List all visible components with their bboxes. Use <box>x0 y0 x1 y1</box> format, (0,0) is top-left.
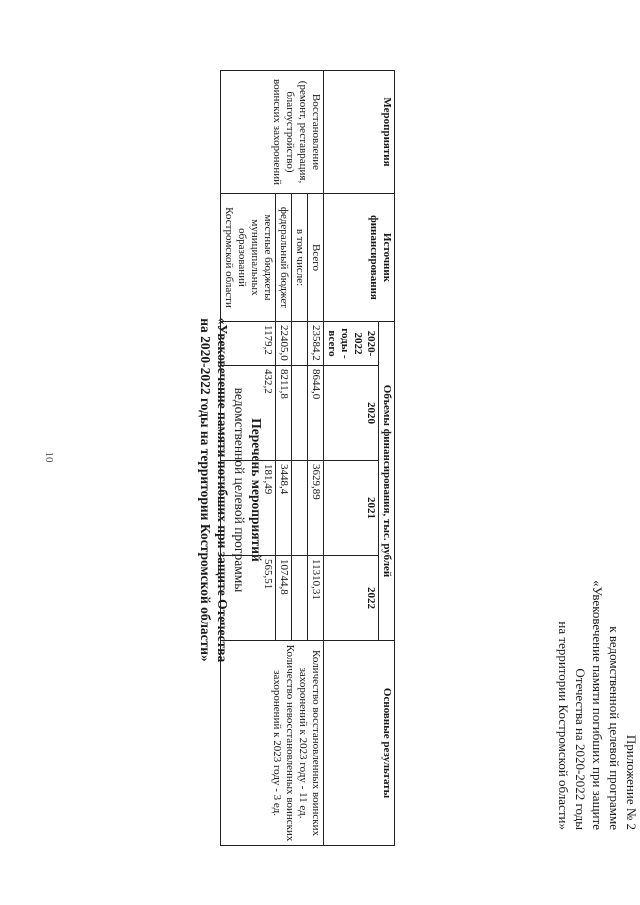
y2022-cell: 11310,31 <box>308 556 324 641</box>
y2021-cell: 3629,89 <box>308 461 324 556</box>
appendix-note <box>555 548 640 830</box>
source-cell: местные бюджеты муниципальных образований Костромской области <box>221 194 276 322</box>
total-cell: 22405,0 <box>276 322 292 366</box>
header-measures: Мероприятия <box>324 71 395 194</box>
heading-line: Перечень мероприятий <box>249 418 264 562</box>
y2021-cell: 3448,4 <box>276 461 292 556</box>
header-total: 2020-2022 годы - всего <box>324 322 379 366</box>
total-cell: 1179,2 <box>221 322 276 366</box>
appendix-line: «Увековечение памяти погибших при защите <box>590 580 605 830</box>
header-2022: 2022 <box>324 556 379 641</box>
heading-line: ведомственной целевой программы <box>232 387 247 593</box>
total-cell: 23584,2 <box>308 322 324 366</box>
appendix-line: на территории Костромской области» <box>556 621 571 830</box>
measures-table <box>220 70 395 846</box>
header-volumes: Объемы финансирования, тыс. рублей <box>379 322 395 641</box>
total-cell <box>292 322 308 366</box>
y2020-cell <box>292 366 308 461</box>
result-line: Количество восстановленных воинских захоронений к 2023 году - 11 ед. <box>297 650 322 837</box>
header-2021: 2021 <box>324 461 379 556</box>
source-cell: федеральный бюджет <box>276 194 292 322</box>
heading-line: на 2020-2022 годы на территории Костромской области» <box>198 318 213 662</box>
appendix-line: Приложение № 2 <box>624 734 639 830</box>
y2020-cell: 432,2 <box>221 366 276 461</box>
y2021-cell <box>292 461 308 556</box>
y2022-cell <box>292 556 308 641</box>
y2020-cell: 8644,0 <box>308 366 324 461</box>
appendix-line: к ведомственной целевой программе <box>607 626 622 830</box>
measures-table-wrap <box>212 70 395 845</box>
table-row <box>308 71 324 846</box>
header-2020: 2020 <box>324 366 379 461</box>
results-cell <box>221 641 324 846</box>
source-cell: в том числе: <box>292 194 308 322</box>
measure-cell: Восстановление (ремонт, реставрация, благоустройство) воинских захоронений <box>221 71 324 194</box>
appendix-line: Отечества на 2020-2022 годы <box>573 668 588 830</box>
page-number: 10 <box>43 451 55 463</box>
header-source: Источник финансирования <box>324 194 395 322</box>
y2022-cell: 565,51 <box>221 556 276 641</box>
heading-line: «Увековечение памяти погибших при защите Отечества <box>215 317 230 663</box>
y2022-cell: 10744,8 <box>276 556 292 641</box>
y2021-cell: 181,49 <box>221 461 276 556</box>
result-line: Количество невосстановленных воинских захоронений к 2023 году - 3 ед. <box>271 644 296 842</box>
y2020-cell: 8211,8 <box>276 366 292 461</box>
source-cell: Всего <box>308 194 324 322</box>
header-results: Основные результаты <box>324 641 395 846</box>
